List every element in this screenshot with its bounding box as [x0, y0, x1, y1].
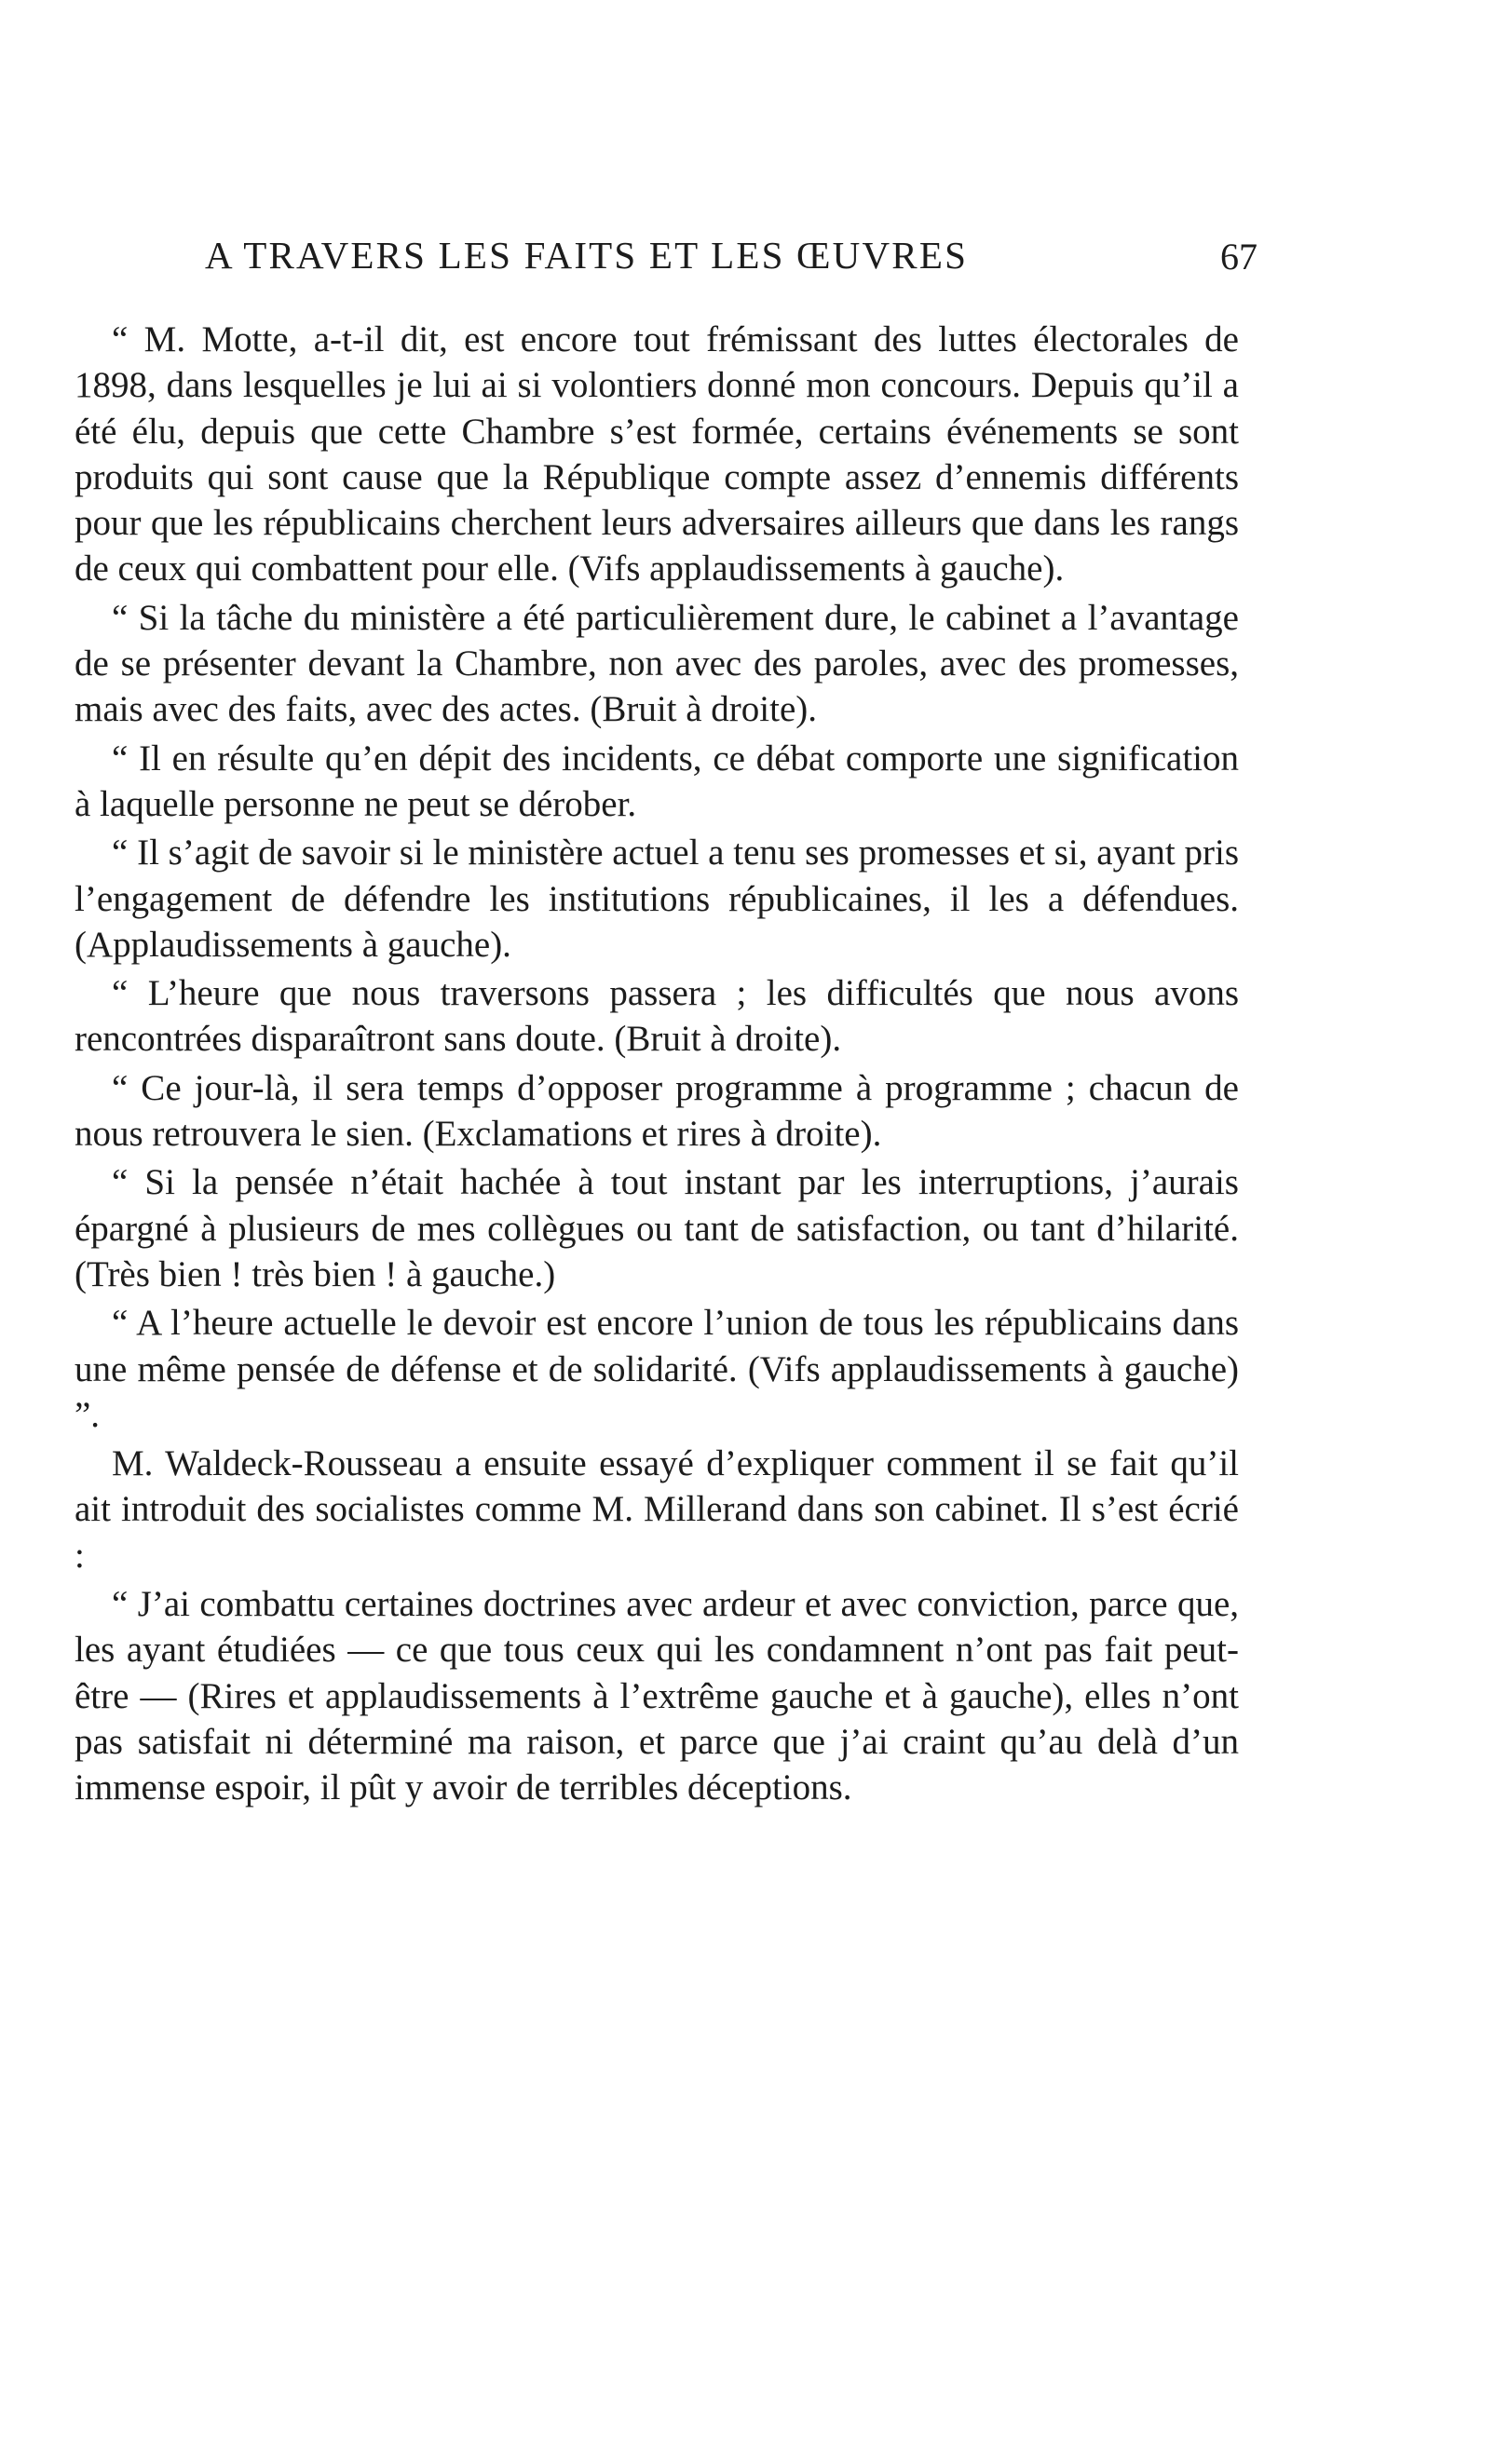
page-number: 67 — [1220, 236, 1258, 278]
paragraph-motte-quote: “ M. Motte, a-t-il dit, est encore tout frémissant des luttes électorales de 1898, dans lesquelles je lui ai si volontiers donné mon concours. Depuis qu’il a été élu, depuis que cette Chambre s’est formée, certains événements se sont produits qui sont cause que la République compte assez d’ennemis différents pour que les républicains cherchent leurs adversaires ailleurs que dans les rangs de ceux qui combattent pour elle. (Vifs applaudissements à gauche). — [75, 319, 1239, 589]
paragraph-waldeck-rousseau: M. Waldeck-Rousseau a ensuite essayé d’expliquer comment il se fait qu’il ait introduit des socialistes comme M. Millerand dans son cabinet. Il s’est écrié : — [75, 1443, 1239, 1576]
paragraph-programme: “ Ce jour-là, il sera temps d’opposer programme à programme ; chacun de nous retrouvera le sien. (Exclamations et rires à droite). — [75, 1067, 1239, 1155]
body-text — [75, 317, 1239, 1814]
running-head — [205, 233, 1258, 289]
running-title: A TRAVERS LES FAITS ET LES ŒUVRES — [205, 234, 969, 277]
paragraph-promises: “ Il s’agit de savoir si le ministère actuel a tenu ses promesses et si, ayant pris l’engagement de défendre les institutions républicaines, il les a défendues. (Applaudissements à gauche). — [75, 833, 1239, 965]
paragraph-doctrines: “ J’ai combattu certaines doctrines avec ardeur et avec conviction, parce que, les ayant étudiées — ce que tous ceux qui les condamnent n’ont pas fait peut-être — (Rires et applaudissements à l’extrême gauche et à gauche), elles n’ont pas satisfait ni déterminé ma raison, et parce que j’ai craint qu’au delà d’un immense espoir, il pût y avoir de terribles déceptions. — [75, 1584, 1239, 1808]
paragraph-ministry-task: “ Si la tâche du ministère a été particulièrement dure, le cabinet a l’avantage de se présenter devant la Chambre, non avec des paroles, avec des promesses, mais avec des faits, avec des actes. (Bruit à droite). — [75, 597, 1239, 730]
paragraph-debate-meaning: “ Il en résulte qu’en dépit des incidents, ce débat comporte une signification à laquelle personne ne peut se dérober. — [75, 738, 1239, 824]
paragraph-interruptions: “ Si la pensée n’était hachée à tout instant par les interruptions, j’aurais épargné à plusieurs de mes collègues ou tant de satisfaction, ou tant d’hilarité. (Très bien ! très bien ! à gauche.) — [75, 1162, 1239, 1294]
paragraph-union: “ A l’heure actuelle le devoir est encore l’union de tous les républicains dans une même pensée de défense et de solidarité. (Vifs applaudissements à gauche) ”. — [75, 1303, 1239, 1435]
paragraph-hour-passing: “ L’heure que nous traversons passera ; les difficultés que nous avons rencontrées disparaîtront sans doute. (Bruit à droite). — [75, 973, 1239, 1060]
